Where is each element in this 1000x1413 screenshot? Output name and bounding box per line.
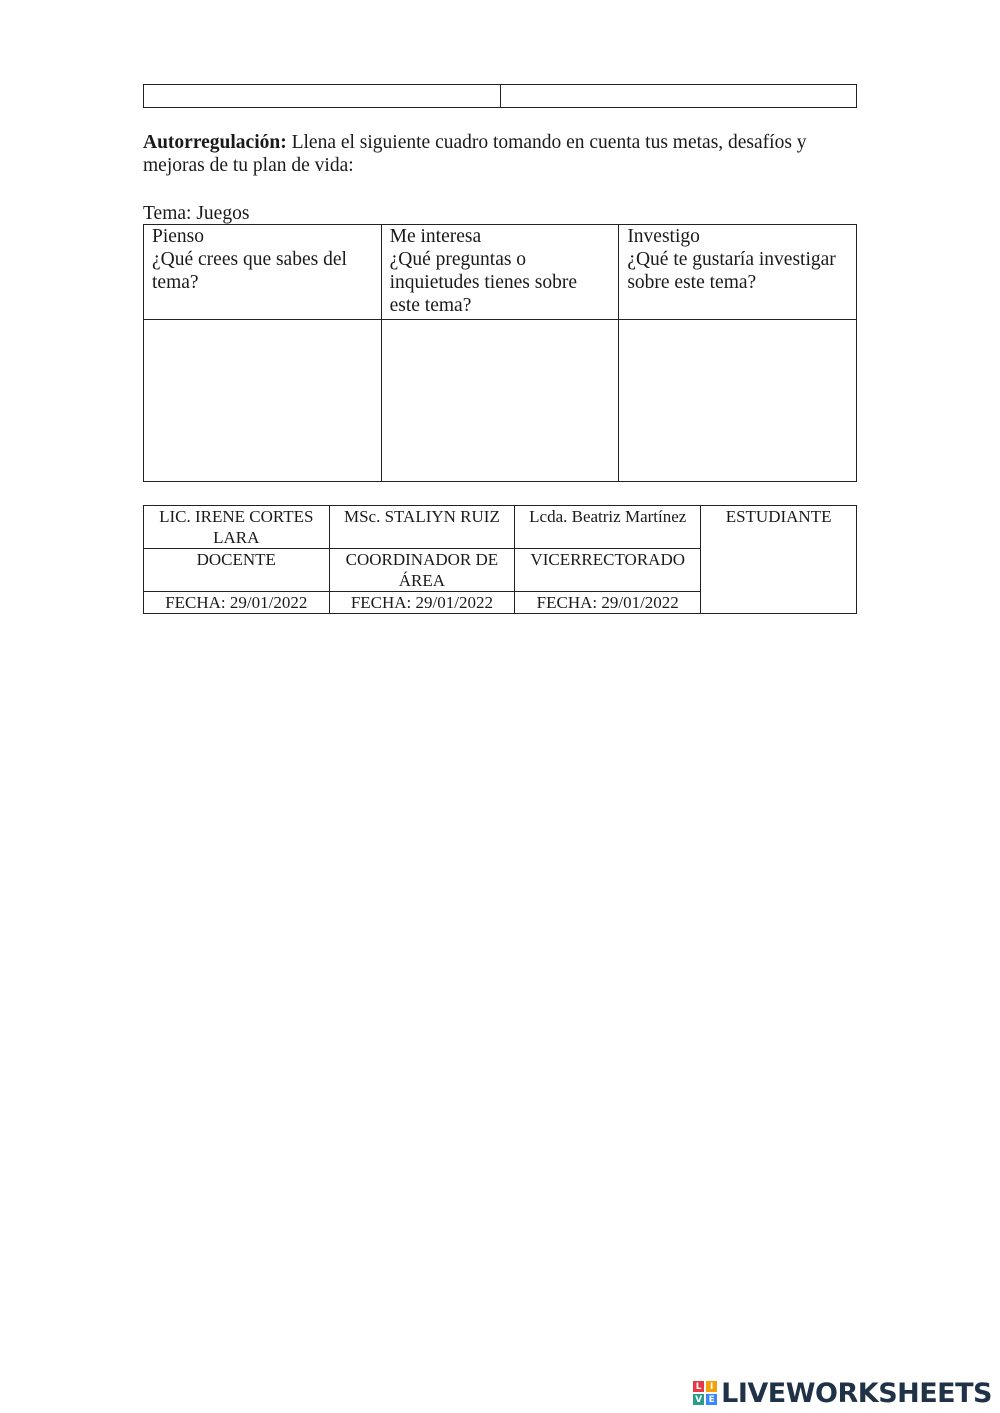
signature-date: FECHA: 29/01/2022 [144,592,330,614]
signature-role: VICERRECTORADO [515,549,701,592]
kwl-header-question: ¿Qué crees que sabes del tema? [152,249,347,293]
kwl-table [143,224,857,482]
signatures-table [143,505,857,614]
liveworksheets-logo-icon [693,1381,717,1405]
instructions [143,131,857,177]
liveworksheets-brand [693,1374,992,1412]
signature-role: COORDINADOR DE ÁREA [329,549,515,592]
kwl-answer-pienso[interactable] [144,320,382,482]
top-empty-cell[interactable] [144,85,501,108]
brand-text: LIVEWORKSHEETS [721,1377,992,1409]
kwl-header-title: Pienso [152,226,205,247]
logo-letter: L [693,1381,704,1392]
kwl-answer-investigo[interactable] [619,320,857,482]
kwl-header-me-interesa [381,225,619,320]
kwl-header-question: ¿Qué te gustaría investigar sobre este tema? [627,249,836,293]
kwl-header-title: Me interesa [389,226,482,247]
topic-label: Tema: Juegos [143,203,250,224]
top-empty-table [143,84,857,108]
top-empty-cell[interactable] [501,85,857,108]
signature-name: LIC. IRENE CORTES LARA [144,506,330,549]
kwl-header-pienso [144,225,382,320]
instructions-text: Llena el siguiente cuadro tomando en cuenta tus metas, desafíos y mejoras de tu plan de vida: [143,132,807,176]
kwl-header-title: Investigo [627,226,700,247]
kwl-header-question: ¿Qué preguntas o inquietudes tienes sobre este tema? [389,249,577,316]
kwl-answer-me-interesa[interactable] [381,320,619,482]
signature-name: Lcda. Beatriz Martínez [515,506,701,549]
signature-name: MSc. STALIYN RUIZ [329,506,515,549]
signature-date: FECHA: 29/01/2022 [329,592,515,614]
kwl-header-investigo [619,225,857,320]
logo-letter: I [706,1381,717,1392]
logo-letter: V [693,1394,704,1405]
logo-letter: E [706,1394,717,1405]
instructions-label: Autorregulación: [143,132,287,153]
student-signature-cell: ESTUDIANTE [701,506,857,614]
signature-role: DOCENTE [144,549,330,592]
signature-date: FECHA: 29/01/2022 [515,592,701,614]
